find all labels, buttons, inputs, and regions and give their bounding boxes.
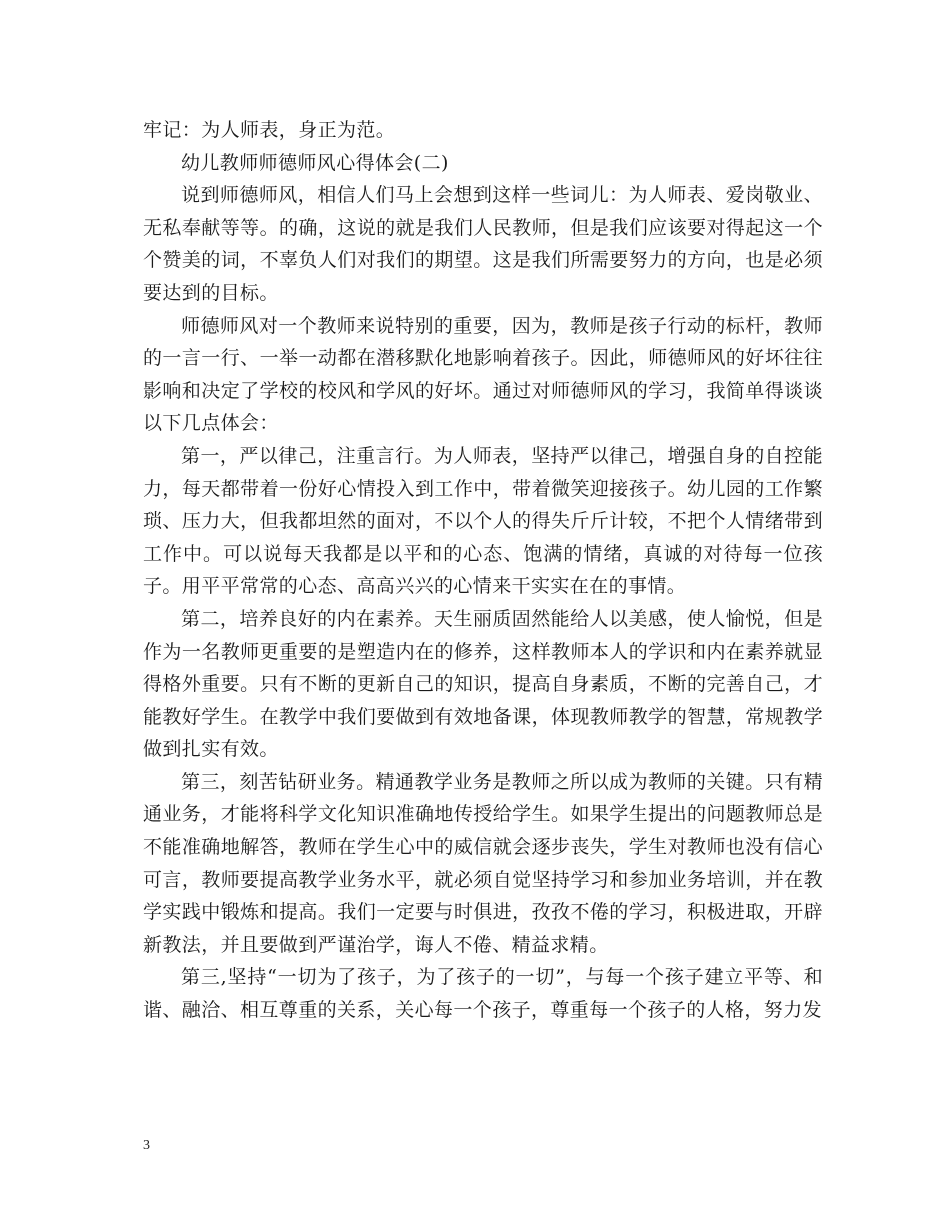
paragraph: 说到师德师风，相信人们马上会想到这样一些词儿：为人师表、爱岗敬业、无私奉献等等。的确，这说的就是我们人民教师，但是我们应该要对得起这一个个赞美的词，不辜负人们对我们的期望。这是我们所需要努力的方向，也是必须要达到的目标。 [143, 184, 823, 304]
paragraph: 第三,坚持“一切为了孩子，为了孩子的一切”，与每一个孩子建立平等、和谐、融洽、相互尊重的关系，关心每一个孩子，尊重每一个孩子的人格，努力发 [143, 966, 823, 1022]
paragraph: 第一，严以律己，注重言行。为人师表，坚持严以律己，增强自身的自控能力，每天都带着一份好心情投入到工作中，带着微笑迎接孩子。幼儿园的工作繁琐、压力大，但我都坦然的面对，不以个人的得失斤斤计较，不把个人情绪带到工作中。可以说每天我都是以平和的心态、饱满的情绪，真诚的对待每一位孩子。用平平常常的心态、高高兴兴的心情来干实实在在的事情。 [143, 444, 823, 598]
document-body [143, 114, 823, 1027]
paragraph: 牢记：为人师表，身正为范。 [143, 119, 396, 141]
page-number: 3 [143, 1138, 150, 1153]
paragraph: 幼儿教师师德师风心得体会(二) [181, 151, 449, 174]
paragraph: 第二，培养良好的内在素养。天生丽质固然能给人以美感，使人愉悦，但是作为一名教师更重要的是塑造内在的修养，这样教师本人的学识和内在素养就显得格外重要。只有不断的更新自己的知识，提高自身素质，不断的完善自己，才能教好学生。在教学中我们要做到有效地备课，体现教师教学的智慧，常规教学做到扎实有效。 [143, 607, 823, 761]
paragraph: 第三，刻苦钻研业务。精通教学业务是教师之所以成为教师的关键。只有精通业务，才能将科学文化知识准确地传授给学生。如果学生提出的问题教师总是不能准确地解答，教师在学生心中的威信就会逐步丧失，学生对教师也没有信心可言，教师要提高教学业务水平，就必须自觉坚持学习和参加业务培训，并在教学实践中锻炼和提高。我们一定要与时俱进，孜孜不倦的学习，积极进取，开辟新教法，并且要做到严谨治学，诲人不倦、精益求精。 [143, 770, 823, 956]
paragraph: 师德师风对一个教师来说特别的重要，因为，教师是孩子行动的标杆，教师的一言一行、一举一动都在潜移默化地影响着孩子。因此，师德师风的好坏往往影响和决定了学校的校风和学风的好坏。通过对师德师风的学习，我简单得谈谈以下几点体会： [143, 314, 823, 435]
